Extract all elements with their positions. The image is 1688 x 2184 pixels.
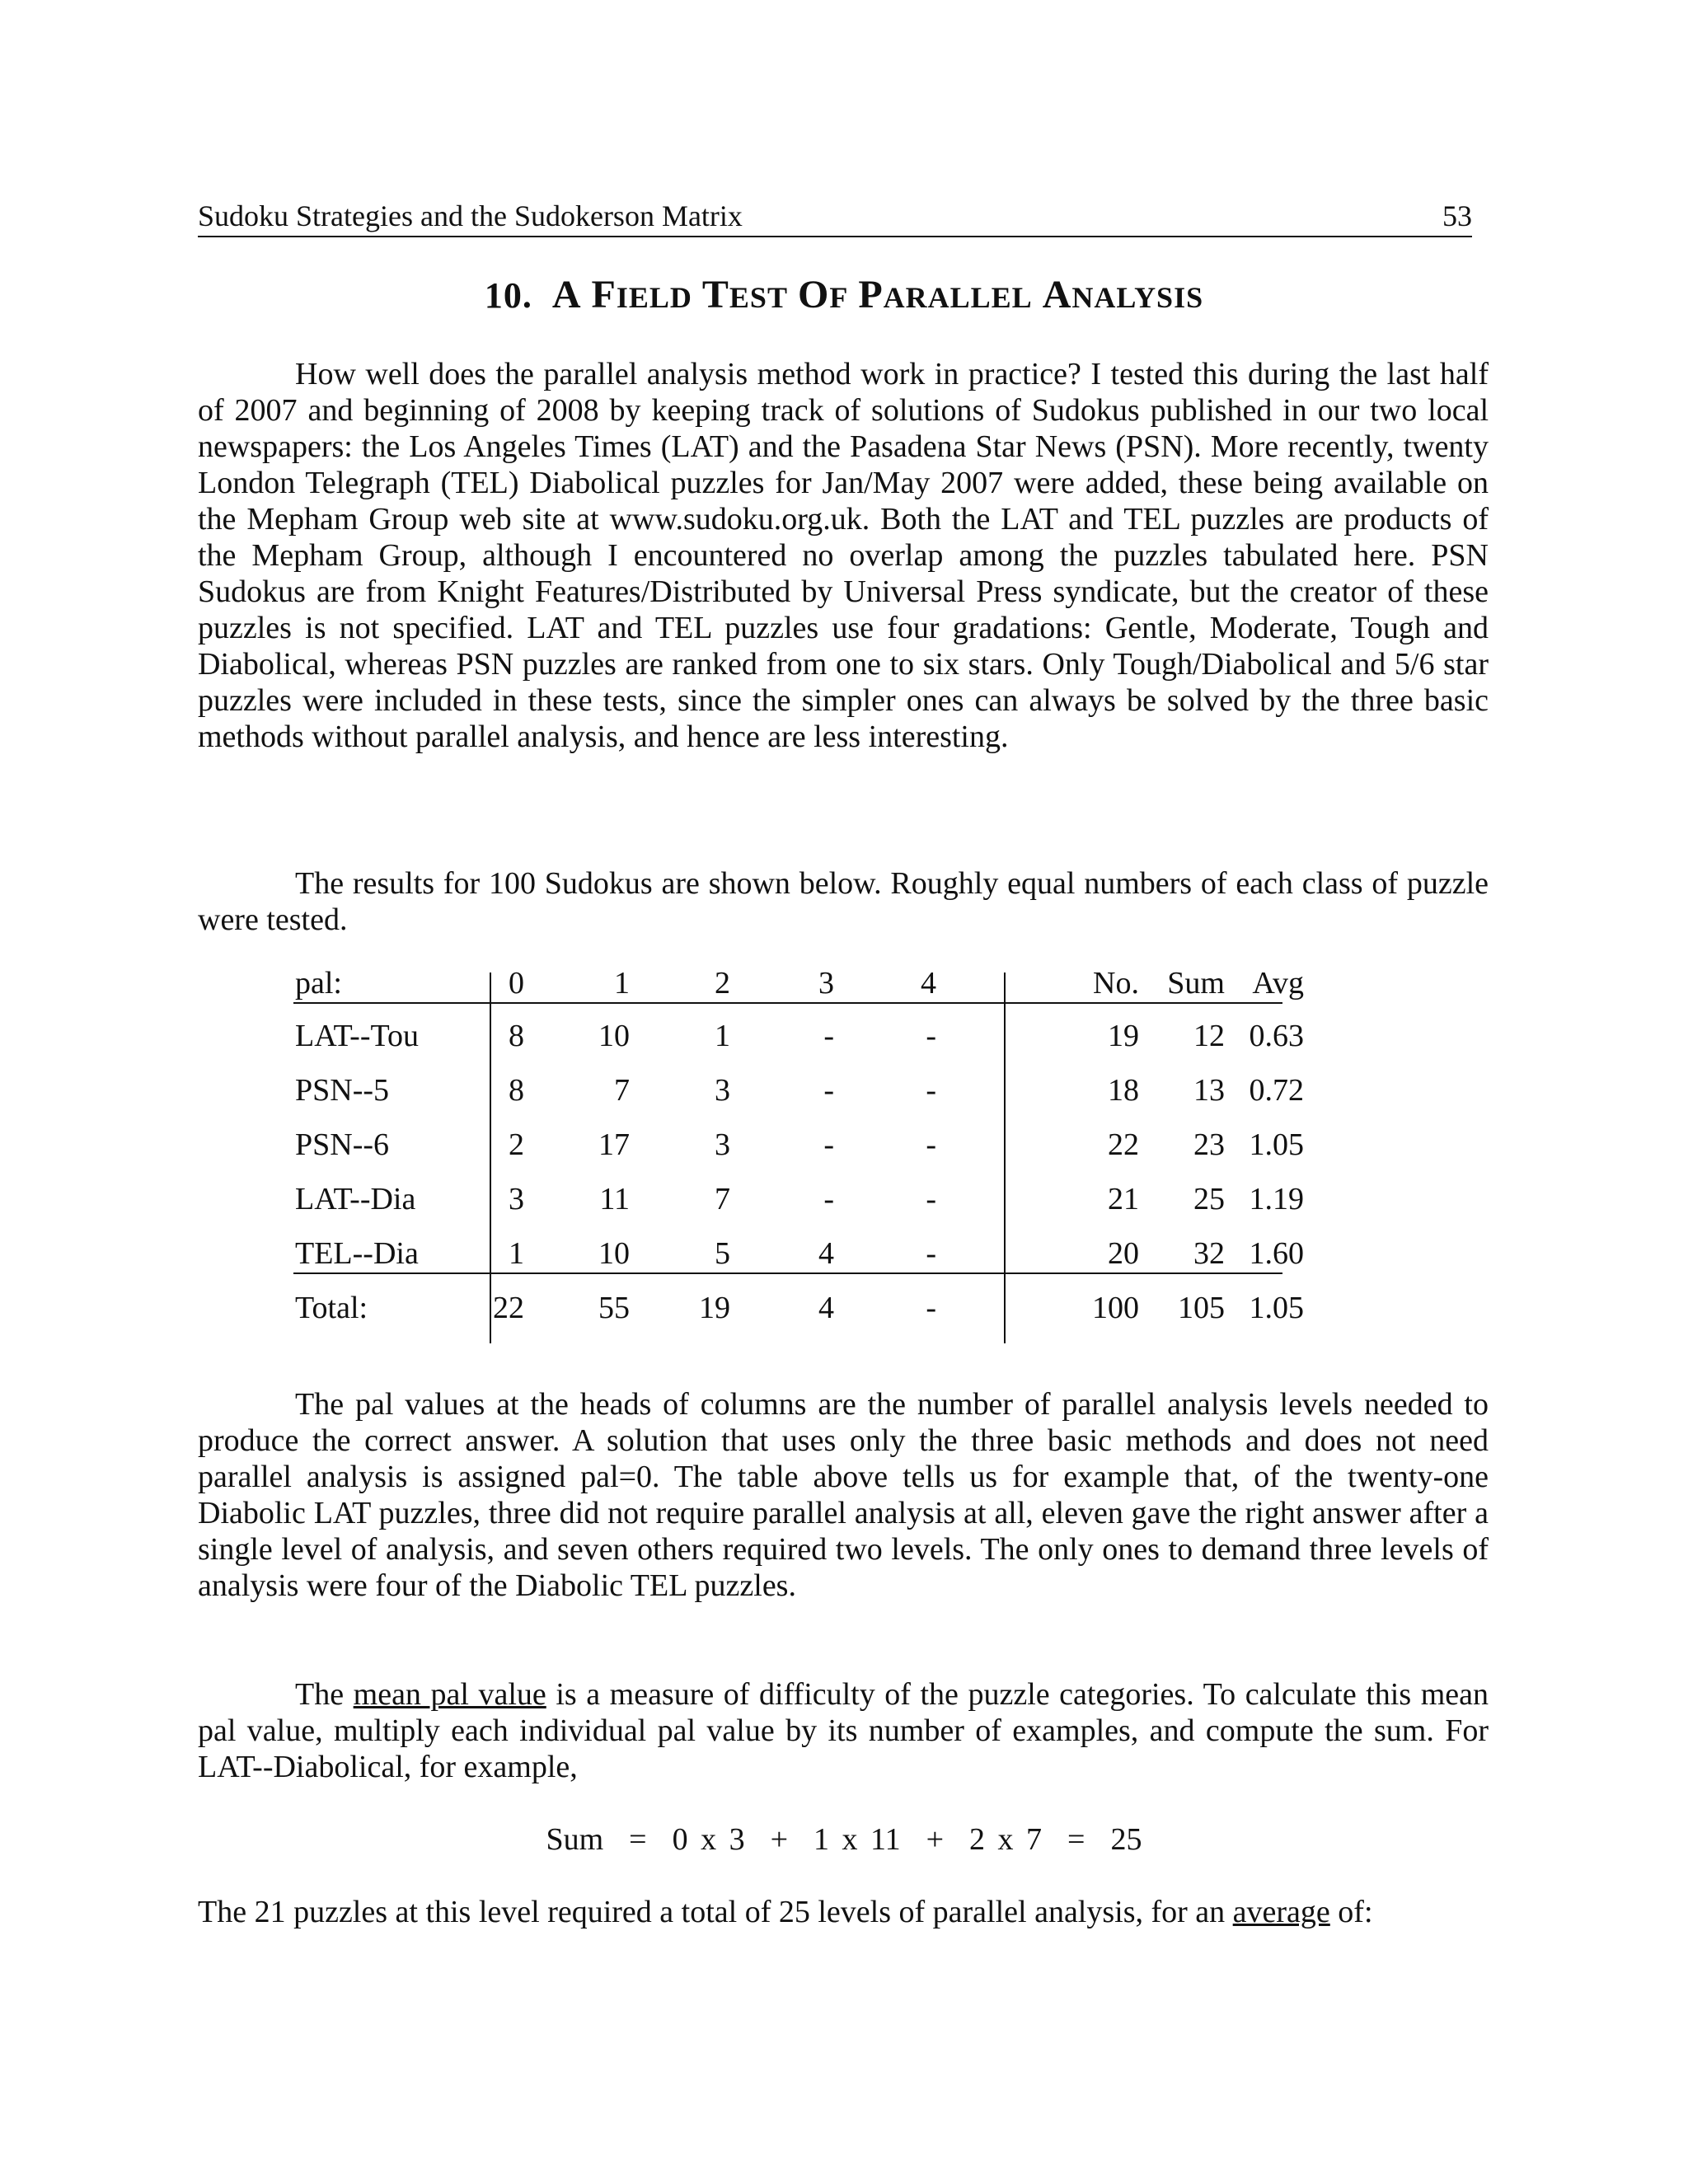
results-table <box>293 963 1315 1350</box>
table-row-cell: 25 <box>1193 1182 1225 1216</box>
paragraph-pal-explanation: The pal values at the heads of columns are the number of parallel analysis levels needed to produce the correct answer. A solution that uses only the three basic methods and does not need parallel analysis is assigned pal=0. The table above tells us for example that, of the twenty-one Diabolic LAT puzzles, three did not require parallel analysis at all, eleven gave the right answer after a single level of analysis, and seven others required two levels. The only ones to demand three levels of analysis were four of the Diabolic TEL puzzles. <box>198 1387 1489 1603</box>
table-row-label: TEL--Dia <box>295 1236 419 1271</box>
table-row-cell: 0.63 <box>1249 1019 1304 1053</box>
table-row-cell: 11 <box>599 1182 630 1216</box>
text-span: The 21 puzzles at this level required a total of 25 levels of parallel analysis, for an <box>198 1895 1233 1929</box>
running-head <box>198 198 1472 237</box>
table-row-cell: - <box>926 1236 936 1271</box>
table-row-cell: 1.19 <box>1249 1182 1304 1216</box>
table-total-cell: 1.05 <box>1249 1291 1304 1325</box>
text-span: is a measure of difficulty of the puzzle categories. To calculate this mean pal value, multiply each individual pal value by its number of examples, and compute the sum. For LAT--Diabolical, for example, <box>198 1677 1489 1784</box>
table-row-label: PSN--5 <box>295 1073 390 1108</box>
table-row-cell: 18 <box>1108 1073 1139 1108</box>
table-row-cell: - <box>823 1182 834 1216</box>
table-row <box>293 1233 1315 1274</box>
table-total-cell: 22 <box>493 1291 524 1325</box>
table-row-cell: 32 <box>1193 1236 1225 1271</box>
table-row-cell: 13 <box>1193 1073 1225 1108</box>
table-row-cell: 1.05 <box>1249 1127 1304 1162</box>
table-total-row <box>293 1287 1315 1329</box>
table-row-cell: 3 <box>715 1073 730 1108</box>
table-row-cell: 3 <box>715 1127 730 1162</box>
table-row-cell: 12 <box>1193 1019 1225 1053</box>
table-row-cell: - <box>823 1127 834 1162</box>
formula-text: Sum = 0 x 3 + 1 x 11 + 2 x 7 = 25 <box>546 1822 1142 1857</box>
table-row-cell: 1 <box>715 1019 730 1053</box>
average-term: average <box>1232 1895 1330 1929</box>
sum-formula <box>0 1821 1688 1858</box>
chapter-title <box>0 272 1688 321</box>
table-row-label: PSN--6 <box>295 1127 390 1162</box>
paragraph-average <box>198 1894 1489 1930</box>
table-row-cell: - <box>823 1019 834 1053</box>
table-row-cell: 1 <box>509 1236 524 1271</box>
table-total-cell: - <box>926 1291 936 1325</box>
table-total-cell: 105 <box>1178 1291 1225 1325</box>
table-row-cell: 7 <box>715 1182 730 1216</box>
table-row <box>293 1124 1315 1165</box>
table-row-cell: 2 <box>509 1127 524 1162</box>
paragraph-results: The results for 100 Sudokus are shown below. Roughly equal numbers of each class of puzzle were tested. <box>198 866 1489 937</box>
table-total-cell: 4 <box>818 1291 834 1325</box>
running-title: Sudoku Strategies and the Sudokerson Matrix <box>198 199 743 232</box>
table-row-cell: 23 <box>1193 1127 1225 1162</box>
table-row-cell: 4 <box>818 1236 834 1271</box>
table-row-cell: - <box>926 1073 936 1108</box>
table-header-row <box>293 963 1315 1004</box>
paragraph-intro: How well does the parallel analysis method work in practice? I tested this during the last half of 2007 and beginning of 2008 by keeping track of solutions of Sudokus published in our two local newspapers: the Los Angeles Times (LAT) and the Pasadena Star News (PSN). More recently, twenty London Telegraph (TEL) Diabolical puzzles for Jan/May 2007 were added, these being available on the Mepham Group web site at www.sudoku.org.uk. Both the LAT and TEL puzzles are products of the Mepham Group, although I encountered no overlap among the puzzles tabulated here. PSN Sudokus are from Knight Features/Distributed by Universal Press syndicate, but the creator of these puzzles is not specified. LAT and TEL puzzles use four gradations: Gentle, Moderate, Tough and Diabolical, whereas PSN puzzles are ranked from one to six stars. Only Tough/Diabolical and 5/6 star puzzles were included in these tests, since the simpler ones can always be solved by the three basic methods without parallel analysis, and hence are less interesting. <box>198 357 1489 754</box>
table-header-cell: 4 <box>921 966 936 1001</box>
table-row-cell: 17 <box>598 1127 630 1162</box>
table-row-cell: 21 <box>1108 1182 1139 1216</box>
table-row-cell: 7 <box>614 1073 630 1108</box>
page-number: 53 <box>1442 199 1472 232</box>
text-span: The <box>295 1677 354 1712</box>
table-total-cell: 19 <box>699 1291 730 1325</box>
table-row-cell: 22 <box>1108 1127 1139 1162</box>
table-row <box>293 1179 1315 1220</box>
table-total-label: Total: <box>295 1291 368 1325</box>
table-row-cell: 10 <box>598 1019 630 1053</box>
chapter-heading: A FIELD TEST OF PARALLEL ANALYSIS <box>551 273 1204 316</box>
table-header-cell: 1 <box>614 966 630 1001</box>
table-row-cell: - <box>926 1019 936 1053</box>
paragraph-mean-pal <box>198 1676 1489 1785</box>
table-row <box>293 1070 1315 1111</box>
table-row-cell: 8 <box>509 1073 524 1108</box>
table-row-cell: 10 <box>598 1236 630 1271</box>
table-total-cell: 55 <box>598 1291 630 1325</box>
table-header-cell: Sum <box>1167 966 1225 1001</box>
text-span: of: <box>1329 1895 1373 1929</box>
table-row-cell: 0.72 <box>1249 1073 1304 1108</box>
mean-pal-value-term: mean pal value <box>353 1677 546 1712</box>
table-row-cell: - <box>926 1127 936 1162</box>
table-header-cell: 2 <box>715 966 730 1001</box>
table-row-label: LAT--Dia <box>295 1182 416 1216</box>
table-row-cell: 19 <box>1108 1019 1139 1053</box>
table-row-cell: 3 <box>509 1182 524 1216</box>
table-row <box>293 1015 1315 1057</box>
table-row-cell: 1.60 <box>1249 1236 1304 1271</box>
table-row-cell: 8 <box>509 1019 524 1053</box>
table-header-cell: 3 <box>818 966 834 1001</box>
table-header-cell: No. <box>1093 966 1139 1001</box>
table-header-cell: Avg <box>1252 966 1304 1001</box>
table-total-cell: 100 <box>1092 1291 1139 1325</box>
chapter-number: 10. <box>484 275 532 316</box>
table-row-cell: 20 <box>1108 1236 1139 1271</box>
table-row-cell: - <box>926 1182 936 1216</box>
table-row-label: LAT--Tou <box>295 1019 420 1053</box>
table-header-label: pal: <box>295 966 342 1001</box>
table-row-cell: 5 <box>715 1236 730 1271</box>
table-header-cell: 0 <box>509 966 524 1001</box>
table-row-cell: - <box>823 1073 834 1108</box>
